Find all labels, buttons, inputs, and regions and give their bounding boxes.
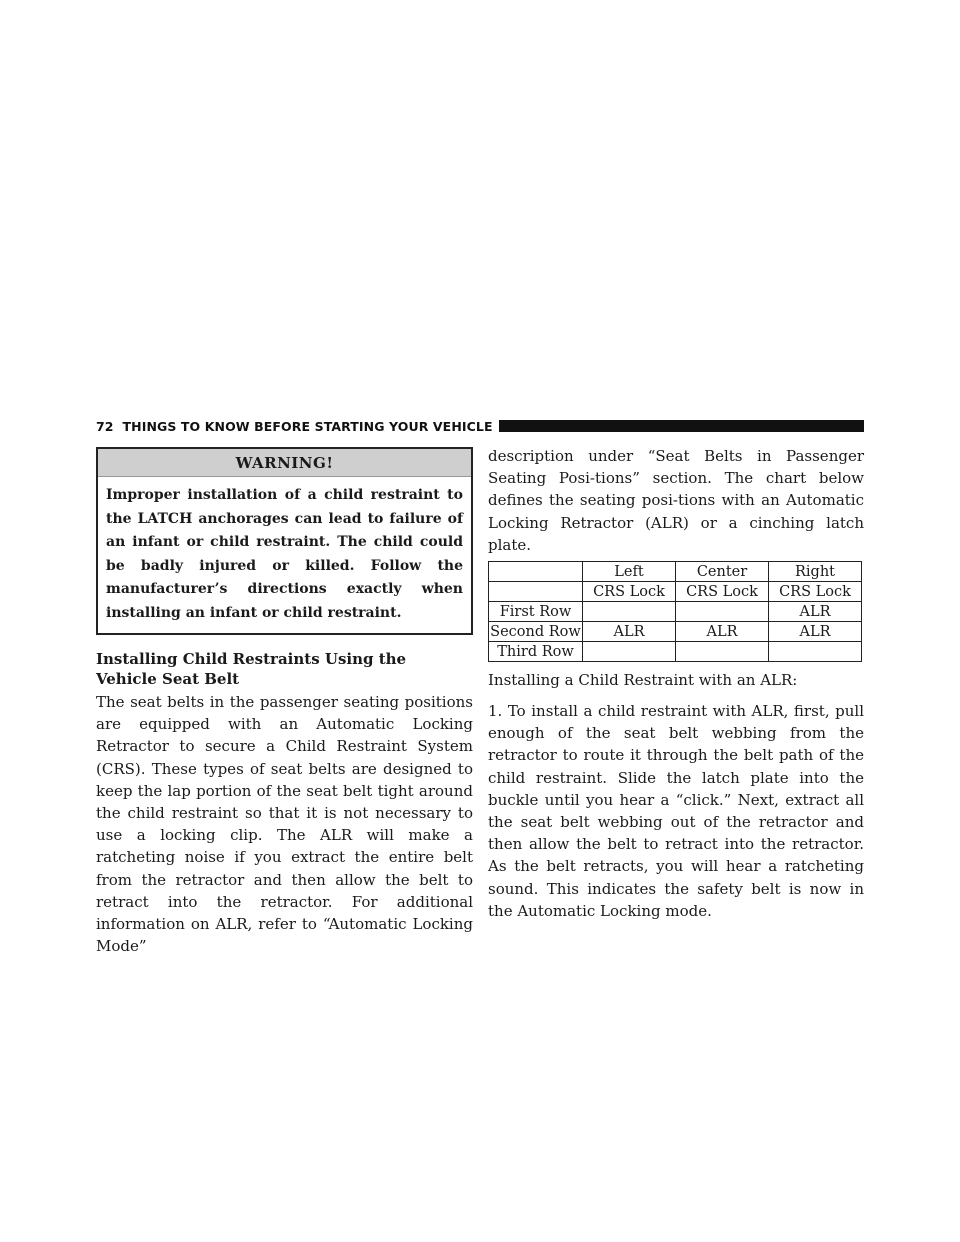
table-cell bbox=[676, 642, 769, 662]
table-cell bbox=[583, 602, 676, 622]
table-cell: ALR bbox=[676, 622, 769, 642]
warning-title: WARNING! bbox=[98, 449, 471, 477]
table-cell bbox=[583, 642, 676, 662]
table-row bbox=[489, 602, 862, 622]
table-cell bbox=[676, 602, 769, 622]
table-cell bbox=[489, 582, 583, 602]
page-number: 72 bbox=[96, 418, 114, 434]
table-cell bbox=[489, 562, 583, 582]
table-row bbox=[489, 622, 862, 642]
install-step-1: 1. To install a child restraint with ALR, first, pull enough of the seat belt webbing from the retractor to route it through the belt path of the child restraint. Slide the latch plate into the buckle until you hear a “click.” Next, extract all the seat belt webbing out of the retractor and then allow the belt to retract into the retractor. As the belt retracts, you will hear a ratcheting sound. This indicates the safety belt is now in the Automatic Locking mode. bbox=[488, 702, 864, 920]
table-subheader-row bbox=[489, 582, 862, 602]
row-label: Third Row bbox=[489, 642, 583, 662]
warning-body: Improper installation of a child restraint to the LATCH anchorages can lead to failure of an infant or child restraint. The child could be badly injured or killed. Follow the manufacturer’s directions exactly when installing an infant or child restraint. bbox=[106, 487, 463, 621]
chapter-title: THINGS TO KNOW BEFORE STARTING YOUR VEHICLE bbox=[122, 418, 493, 434]
table-cell: ALR bbox=[769, 622, 862, 642]
row-label: First Row bbox=[489, 602, 583, 622]
left-column bbox=[96, 447, 473, 957]
section-paragraph: The seat belts in the passenger seating positions are equipped with an Automatic Locking Retractor to secure a Child Restraint System (CRS). These types of seat belts are designed to keep the lap portion of the seat belt tight around the child restraint so that it is not necessary to use a locking clip. The ALR will make a ratcheting noise if you extract the entire belt from the retractor and then allow the belt to retract into the retractor. For additional information on ALR, refer to “Automatic Locking Mode” bbox=[96, 693, 473, 956]
table-cell: ALR bbox=[583, 622, 676, 642]
seating-positions-table bbox=[488, 561, 862, 662]
page-number-and-title bbox=[96, 419, 493, 434]
table-header-cell: Right bbox=[769, 562, 862, 582]
table-header-row bbox=[489, 562, 862, 582]
table-subheader-cell: CRS Lock bbox=[676, 582, 769, 602]
table-row bbox=[489, 642, 862, 662]
page-header bbox=[96, 415, 864, 437]
table-header-cell: Left bbox=[583, 562, 676, 582]
table-cell bbox=[769, 642, 862, 662]
table-cell: ALR bbox=[769, 602, 862, 622]
table-header-cell: Center bbox=[676, 562, 769, 582]
intro-paragraph: description under “Seat Belts in Passenger Seating Posi-tions” section. The chart below defines the seating posi-tions with an Automatic Locking Retractor (ALR) or a cinching latch plate. bbox=[488, 447, 864, 554]
right-column bbox=[488, 445, 864, 922]
header-rule bbox=[499, 420, 864, 432]
warning-box bbox=[96, 447, 473, 635]
alr-install-note: Installing a Child Restraint with an ALR: bbox=[488, 671, 798, 690]
row-label: Second Row bbox=[490, 623, 581, 640]
section-heading: Installing Child Restraints Using the Vehicle Seat Belt bbox=[96, 650, 407, 688]
table-subheader-cell: CRS Lock bbox=[583, 582, 676, 602]
table-subheader-cell: CRS Lock bbox=[769, 582, 862, 602]
